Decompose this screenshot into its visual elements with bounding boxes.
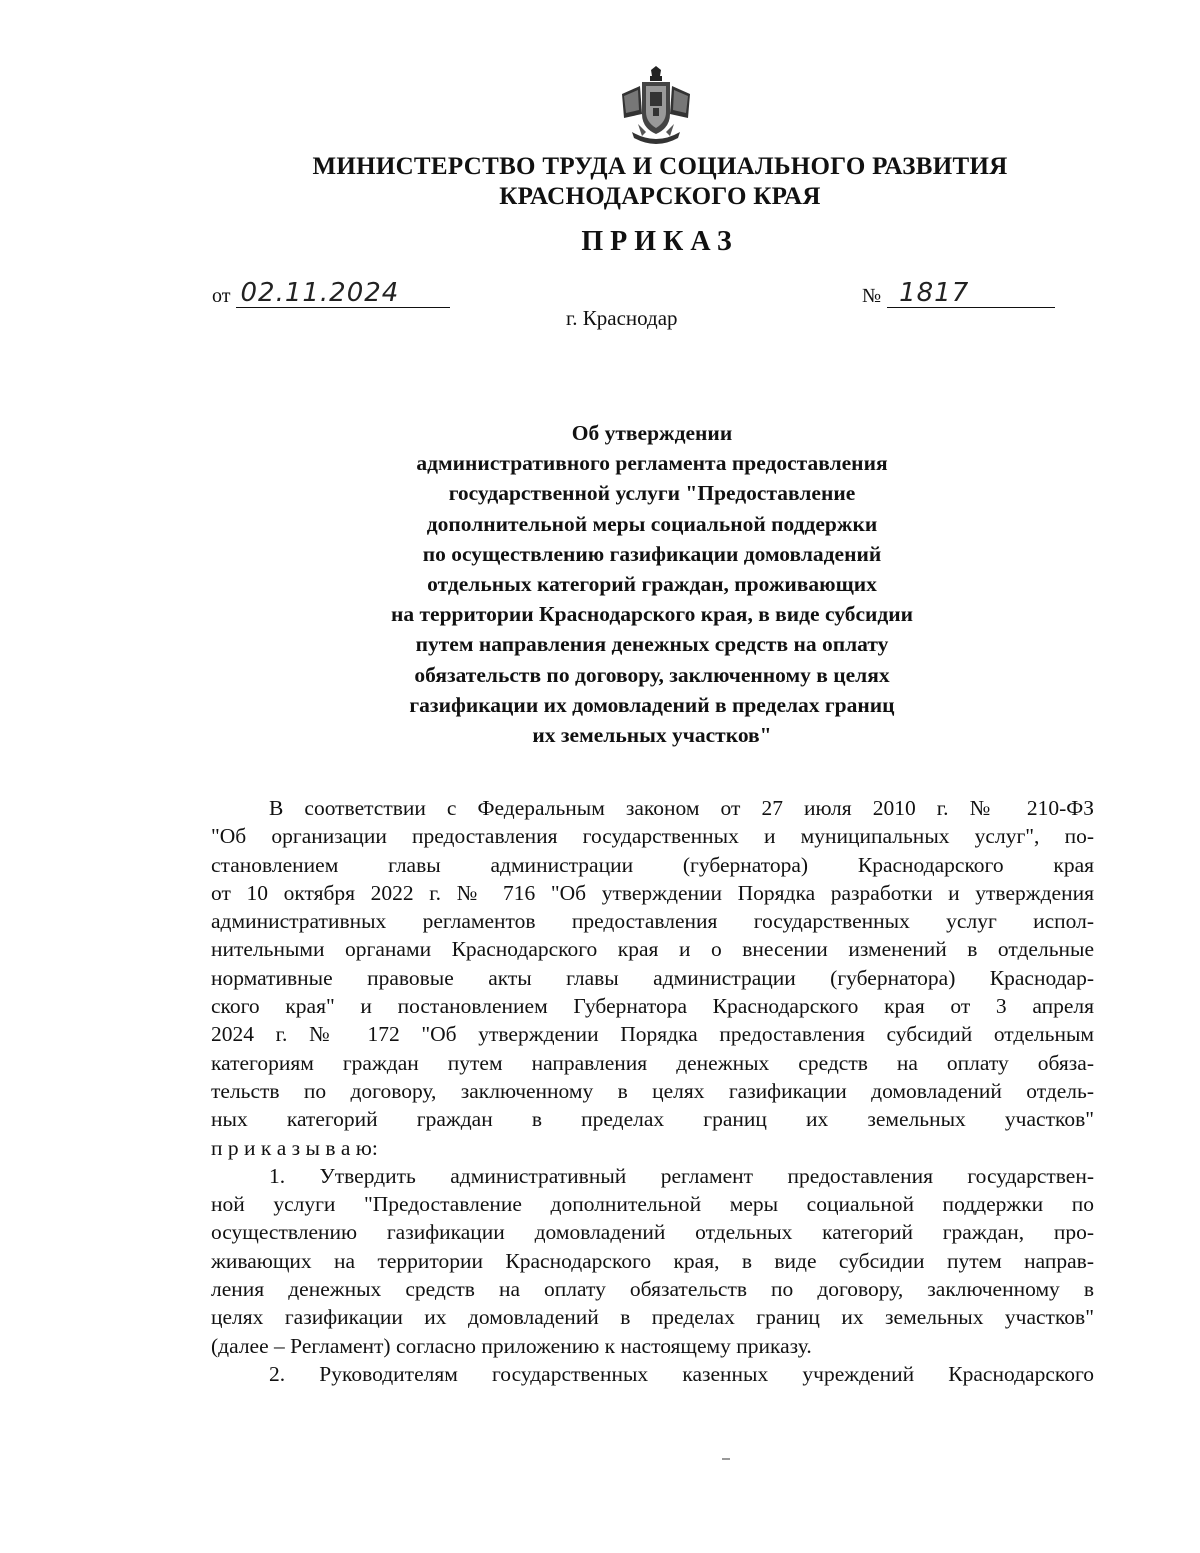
body-line-order-verb: п р и к а з ы в а ю: xyxy=(211,1135,378,1160)
order-date xyxy=(212,280,450,308)
subject-line: по осуществлению газификации домовладений xyxy=(422,541,882,566)
city-name: г. Краснодар xyxy=(566,306,678,330)
body-line: В соответствии с Федеральным законом от 27 июля 2010 г. № 210-ФЗ xyxy=(269,796,1094,820)
body-line: 1. Утвердить административный регламент предоставления государствен- xyxy=(269,1163,1094,1188)
date-prefix: от xyxy=(212,285,231,307)
document-type-title: ПРИКАЗ xyxy=(581,226,739,257)
krasnodar-coat-of-arms-icon xyxy=(618,66,694,150)
body-line: осуществлению газификации домовладений отдельных категорий граждан, про- xyxy=(211,1220,1094,1245)
handwritten-number: 1817 xyxy=(887,280,1055,308)
subject-line: Об утверждении xyxy=(571,421,733,445)
body-line: ных категорий граждан в пределах границ их земельных участков" xyxy=(211,1107,1094,1132)
body-line: 2024 г. № 172 "Об утверждении Порядка предоставления субсидий отдельным xyxy=(211,1022,1094,1047)
body-line: ной услуги "Предоставление дополнительной меры социальной поддержки по xyxy=(211,1192,1094,1217)
number-prefix: № xyxy=(862,285,882,307)
body-line: "Об организации предоставления государственных и муниципальных услуг", по- xyxy=(211,824,1094,849)
body-line: от 10 октября 2022 г. № 716 "Об утверждении Порядка разработки и утверждения xyxy=(211,880,1094,905)
body-line: целях газификации их домовладений в пределах границ их земельных участков" xyxy=(211,1305,1094,1330)
body-line: ления денежных средств на оплату обязательств по договору, заключенному в xyxy=(211,1277,1094,1302)
ministry-name xyxy=(200,152,1120,212)
body-line: нормативные правовые акты главы администрации (губернатора) Краснодар- xyxy=(211,965,1094,990)
ministry-name-line2: КРАСНОДАРСКОГО КРАЯ xyxy=(499,183,821,210)
body-line: 2. Руководителям государственных казенных учреждений Краснодарского xyxy=(269,1361,1094,1386)
subject-line: их земельных участков" xyxy=(532,723,772,748)
order-body xyxy=(211,794,1094,1388)
subject-line: отдельных категорий граждан, проживающих xyxy=(427,572,877,597)
subject-line: государственной услуги "Предоставление xyxy=(448,481,856,506)
subject-line: на территории Краснодарского края, в виде субсидии xyxy=(390,602,914,627)
body-line: живающих на территории Краснодарского края, в виде субсидии путем направ- xyxy=(211,1248,1094,1273)
body-line: категориям граждан путем направления денежных средств на оплату обяза- xyxy=(211,1050,1094,1075)
body-line: (далее – Регламент) согласно приложению к настоящему приказу. xyxy=(211,1333,812,1358)
order-subject xyxy=(300,418,1004,750)
subject-line: путем направления денежных средств на оплату xyxy=(415,632,889,657)
subject-line: газификации их домовладений в пределах границ xyxy=(409,692,895,717)
subject-line: обязательств по договору, заключенному в целях xyxy=(414,662,890,687)
scan-dot xyxy=(722,1458,730,1460)
subject-line: административного регламента предоставления xyxy=(416,451,888,476)
body-line: становлением главы администрации (губернатора) Краснодарского края xyxy=(211,852,1094,877)
body-line: административных регламентов предоставления государственных услуг испол- xyxy=(211,909,1094,934)
body-line: ского края" и постановлением Губернатора Краснодарского края от 3 апреля xyxy=(211,994,1094,1019)
ministry-name-line1: МИНИСТЕРСТВО ТРУДА И СОЦИАЛЬНОГО РАЗВИТИЯ xyxy=(312,153,1008,180)
order-number xyxy=(862,280,1055,308)
body-line: тельств по договору, заключенному в целях газификации домовладений отдель- xyxy=(211,1078,1094,1103)
body-line: нительными органами Краснодарского края и о внесении изменений в отдельные xyxy=(211,937,1094,962)
subject-line: дополнительной меры социальной поддержки xyxy=(426,511,878,536)
handwritten-date: 02.11.2024 xyxy=(236,280,450,308)
